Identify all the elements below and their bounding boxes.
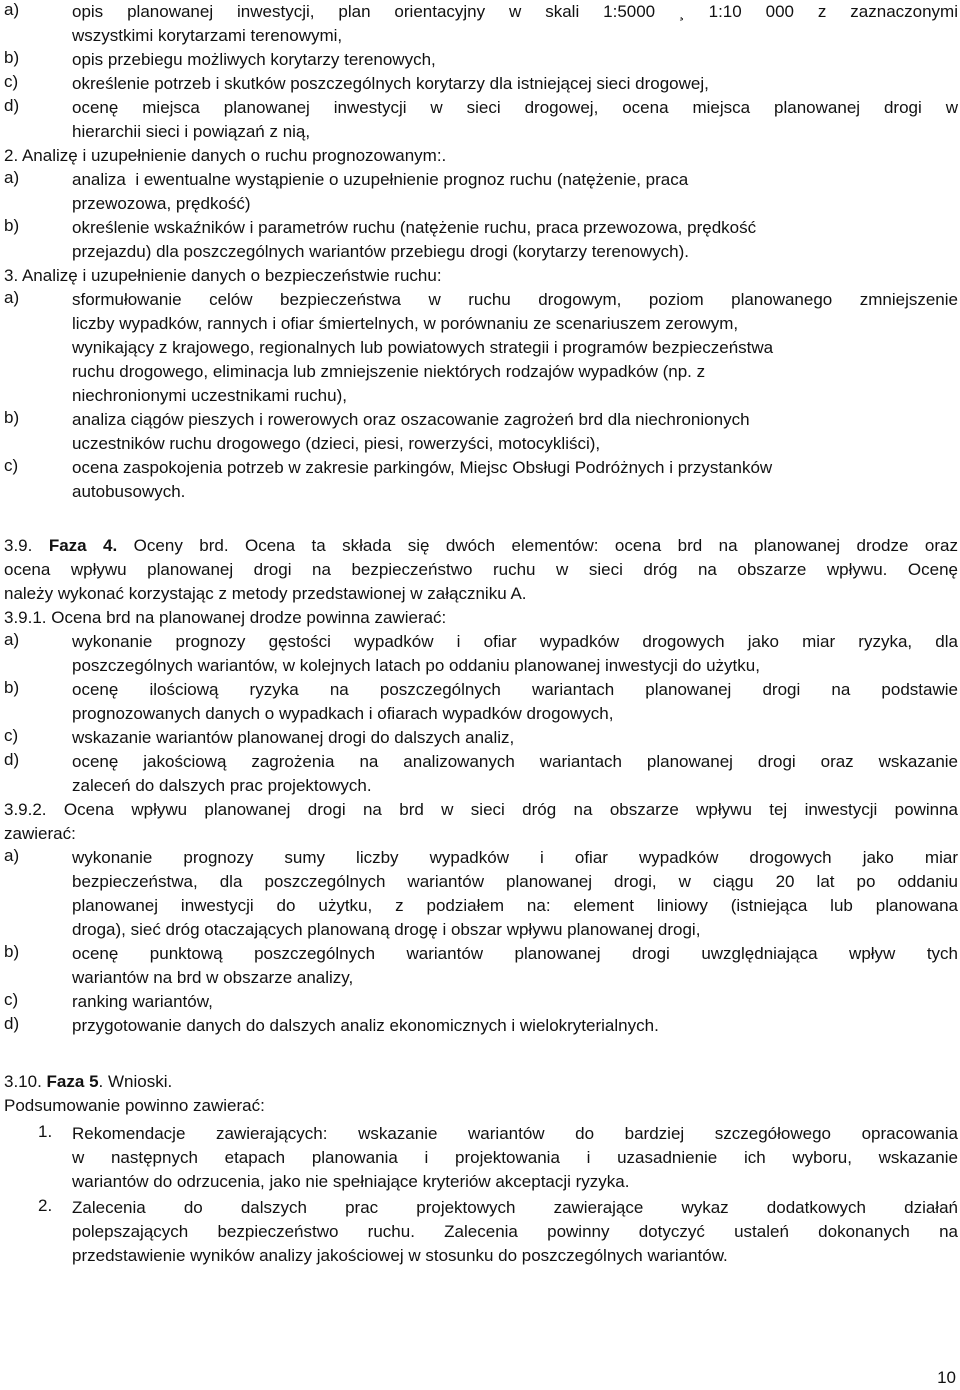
list-item-line: w następnych etapach planowania i projektowania i uzasadnienie ich wyboru, wskazanie [72, 1148, 958, 1167]
list-item-line: polepszających bezpieczeństwo ruchu. Zalecenia powinny dotyczyć ustaleń dokonanych na [72, 1222, 958, 1241]
list-marker: a) [4, 630, 20, 649]
list-item-line: analiza ciągów pieszych i rowerowych oraz oszacowanie zagrożeń brd dla niechronionych [72, 410, 750, 429]
list-marker: c) [4, 990, 19, 1009]
paragraph-line: ocena wpływu planowanej drogi na bezpieczeństwo ruchu w sieci dróg na obszarze wpływu. Ocenę [4, 560, 958, 579]
list-marker: b) [4, 942, 20, 961]
page-number: 10 [937, 1368, 956, 1387]
list-item-line: ocenę jakościową zagrożenia na analizowanych wariantach planowanej drogi oraz wskazanie [72, 752, 958, 771]
section-heading: 3. Analizę i uzupełnienie danych o bezpieczeństwie ruchu: [4, 266, 442, 285]
paragraph-line: należy wykonać korzystając z metody przedstawionej w załączniku A. [4, 584, 527, 603]
list-marker: b) [4, 678, 20, 697]
list-item-line: ocenę miejsca planowanej inwestycji w sieci drogowej, ocena miejsca planowanej drogi w [72, 98, 958, 117]
list-marker: 1. [38, 1122, 53, 1141]
list-item-line: Zalecenia do dalszych prac projektowych zawierające wykaz dodatkowych działań [72, 1198, 958, 1217]
list-item-line: autobusowych. [72, 482, 186, 501]
list-marker: a) [4, 0, 20, 19]
list-item-line: ocenę punktową poszczególnych wariantów planowanej drogi uwzględniająca wpływ tych [72, 944, 958, 963]
paragraph-text: . Wnioski. [98, 1072, 173, 1091]
list-item-line: wariantów na brd w obszarze analizy, [72, 968, 354, 987]
list-item-line: analiza i ewentualne wystąpienie o uzupełnienie prognoz ruchu (natężenie, praca [72, 170, 689, 189]
paragraph-line: Podsumowanie powinno zawierać: [4, 1096, 265, 1115]
section-heading: 3.9.2. Ocena wpływu planowanej drogi na brd w sieci dróg na obszarze wpływu tej inwestycji powinna [4, 800, 958, 819]
list-marker: b) [4, 216, 20, 235]
list-item-line: opis przebiegu możliwych korytarzy terenowych, [72, 50, 436, 69]
list-marker: 2. [38, 1196, 53, 1215]
list-item-line: bezpieczeństwa, dla poszczególnych wariantów planowanej drogi, w ciągu 20 lat po oddaniu [72, 872, 958, 891]
list-marker: a) [4, 846, 20, 865]
list-marker: a) [4, 288, 20, 307]
list-item-line: hierarchii sieci i powiązań z nią, [72, 122, 311, 141]
list-marker: d) [4, 1014, 20, 1033]
list-marker: d) [4, 96, 20, 115]
list-item-line: ocena zaspokojenia potrzeb w zakresie parkingów, Miejsc Obsługi Podróżnych i przystanków [72, 458, 773, 477]
list-marker: b) [4, 48, 20, 67]
list-marker: c) [4, 726, 19, 745]
list-item-line: wykonanie prognozy gęstości wypadków i ofiar wypadków drogowych jako miar ryzyka, dla [72, 632, 958, 651]
phase-label: Faza 5 [46, 1072, 99, 1091]
list-marker: a) [4, 168, 20, 187]
list-item-line: prognozowanych danych o wypadkach i ofiarach wypadków drogowych, [72, 704, 614, 723]
list-item-line: wariantów do odrzucenia, jako nie spełniające kryteriów akceptacji ryzyka. [72, 1172, 630, 1191]
list-item-line: ranking wariantów, [72, 992, 213, 1011]
list-item-line: określenie wskaźników i parametrów ruchu (natężenie ruchu, praca przewozowa, prędkość [72, 218, 757, 237]
list-item-line: przejazdu) dla poszczególnych wariantów przebiegu drogi (korytarzy terenowych). [72, 242, 690, 261]
section-heading: 3.9.1. Ocena brd na planowanej drodze powinna zawierać: [4, 608, 447, 627]
list-item-line: droga), sieć dróg otaczających planowaną drogę i obszar wpływu planowanej drogi, [72, 920, 701, 939]
list-marker: c) [4, 72, 19, 91]
paragraph-text: Oceny brd. Ocena ta składa się dwóch elementów: ocena brd na planowanej drodze oraz [117, 536, 958, 555]
list-item-line: zaleceń do dalszych prac projektowych. [72, 776, 372, 795]
list-item-line: przewozowa, prędkość) [72, 194, 251, 213]
list-item-line: wszystkimi korytarzami terenowymi, [72, 26, 343, 45]
list-item-line: ocenę ilościową ryzyka na poszczególnych wariantach planowanej drogi na podstawie [72, 680, 958, 699]
list-item-line: uczestników ruchu drogowego (dzieci, piesi, rowerzyści, motocykliści), [72, 434, 601, 453]
paragraph-line [4, 1070, 172, 1094]
list-item-line: liczby wypadków, rannych i ofiar śmiertelnych, w porównaniu ze scenariuszem zerowym, [72, 314, 739, 333]
section-heading: zawierać: [4, 824, 76, 843]
list-item-line: wynikający z krajowego, regionalnych lub powiatowych strategii i programów bezpieczeństwa [72, 338, 774, 357]
phase-label: Faza 4. [48, 536, 118, 555]
list-item-line: poszczególnych wariantów, w kolejnych latach po oddaniu planowanej inwestycji do użytku, [72, 656, 760, 675]
list-item-line: ruchu drogowego, eliminacja lub zmniejszenie niektórych rodzajów wypadków (np. z [72, 362, 706, 381]
list-item-line: opis planowanej inwestycji, plan orientacyjny w skali 1:5000 ¸ 1:10 000 z zaznaczonymi [72, 2, 958, 21]
list-item-line: wykonanie prognozy sumy liczby wypadków i ofiar wypadków drogowych jako miar [72, 848, 958, 867]
section-number: 3.9. [4, 536, 33, 555]
list-item-line: przedstawienie wyników analizy jakościowej w stosunku do poszczególnych wariantów. [72, 1246, 728, 1265]
list-item-line: wskazanie wariantów planowanej drogi do dalszych analiz, [72, 728, 515, 747]
list-item-line: Rekomendacje zawierających: wskazanie wariantów do bardziej szczegółowego opracowania [72, 1124, 958, 1143]
list-marker: c) [4, 456, 19, 475]
list-item-line: określenie potrzeb i skutków poszczególnych korytarzy dla istniejącej sieci drogowej, [72, 74, 709, 93]
list-item-line: planowanej inwestycji do użytku, z podziałem na: element liniowy (istniejąca lub planowana [72, 896, 958, 915]
list-marker: d) [4, 750, 20, 769]
list-marker: b) [4, 408, 20, 427]
list-item-line: przygotowanie danych do dalszych analiz ekonomicznych i wielokryterialnych. [72, 1016, 659, 1035]
list-item-line: sformułowanie celów bezpieczeństwa w ruchu drogowym, poziom planowanego zmniejszenie [72, 290, 958, 309]
section-heading: 2. Analizę i uzupełnienie danych o ruchu prognozowanym:. [4, 146, 447, 165]
section-number: 3.10. [4, 1072, 42, 1091]
paragraph-line [4, 534, 958, 558]
list-item-line: niechronionymi uczestnikami ruchu), [72, 386, 347, 405]
